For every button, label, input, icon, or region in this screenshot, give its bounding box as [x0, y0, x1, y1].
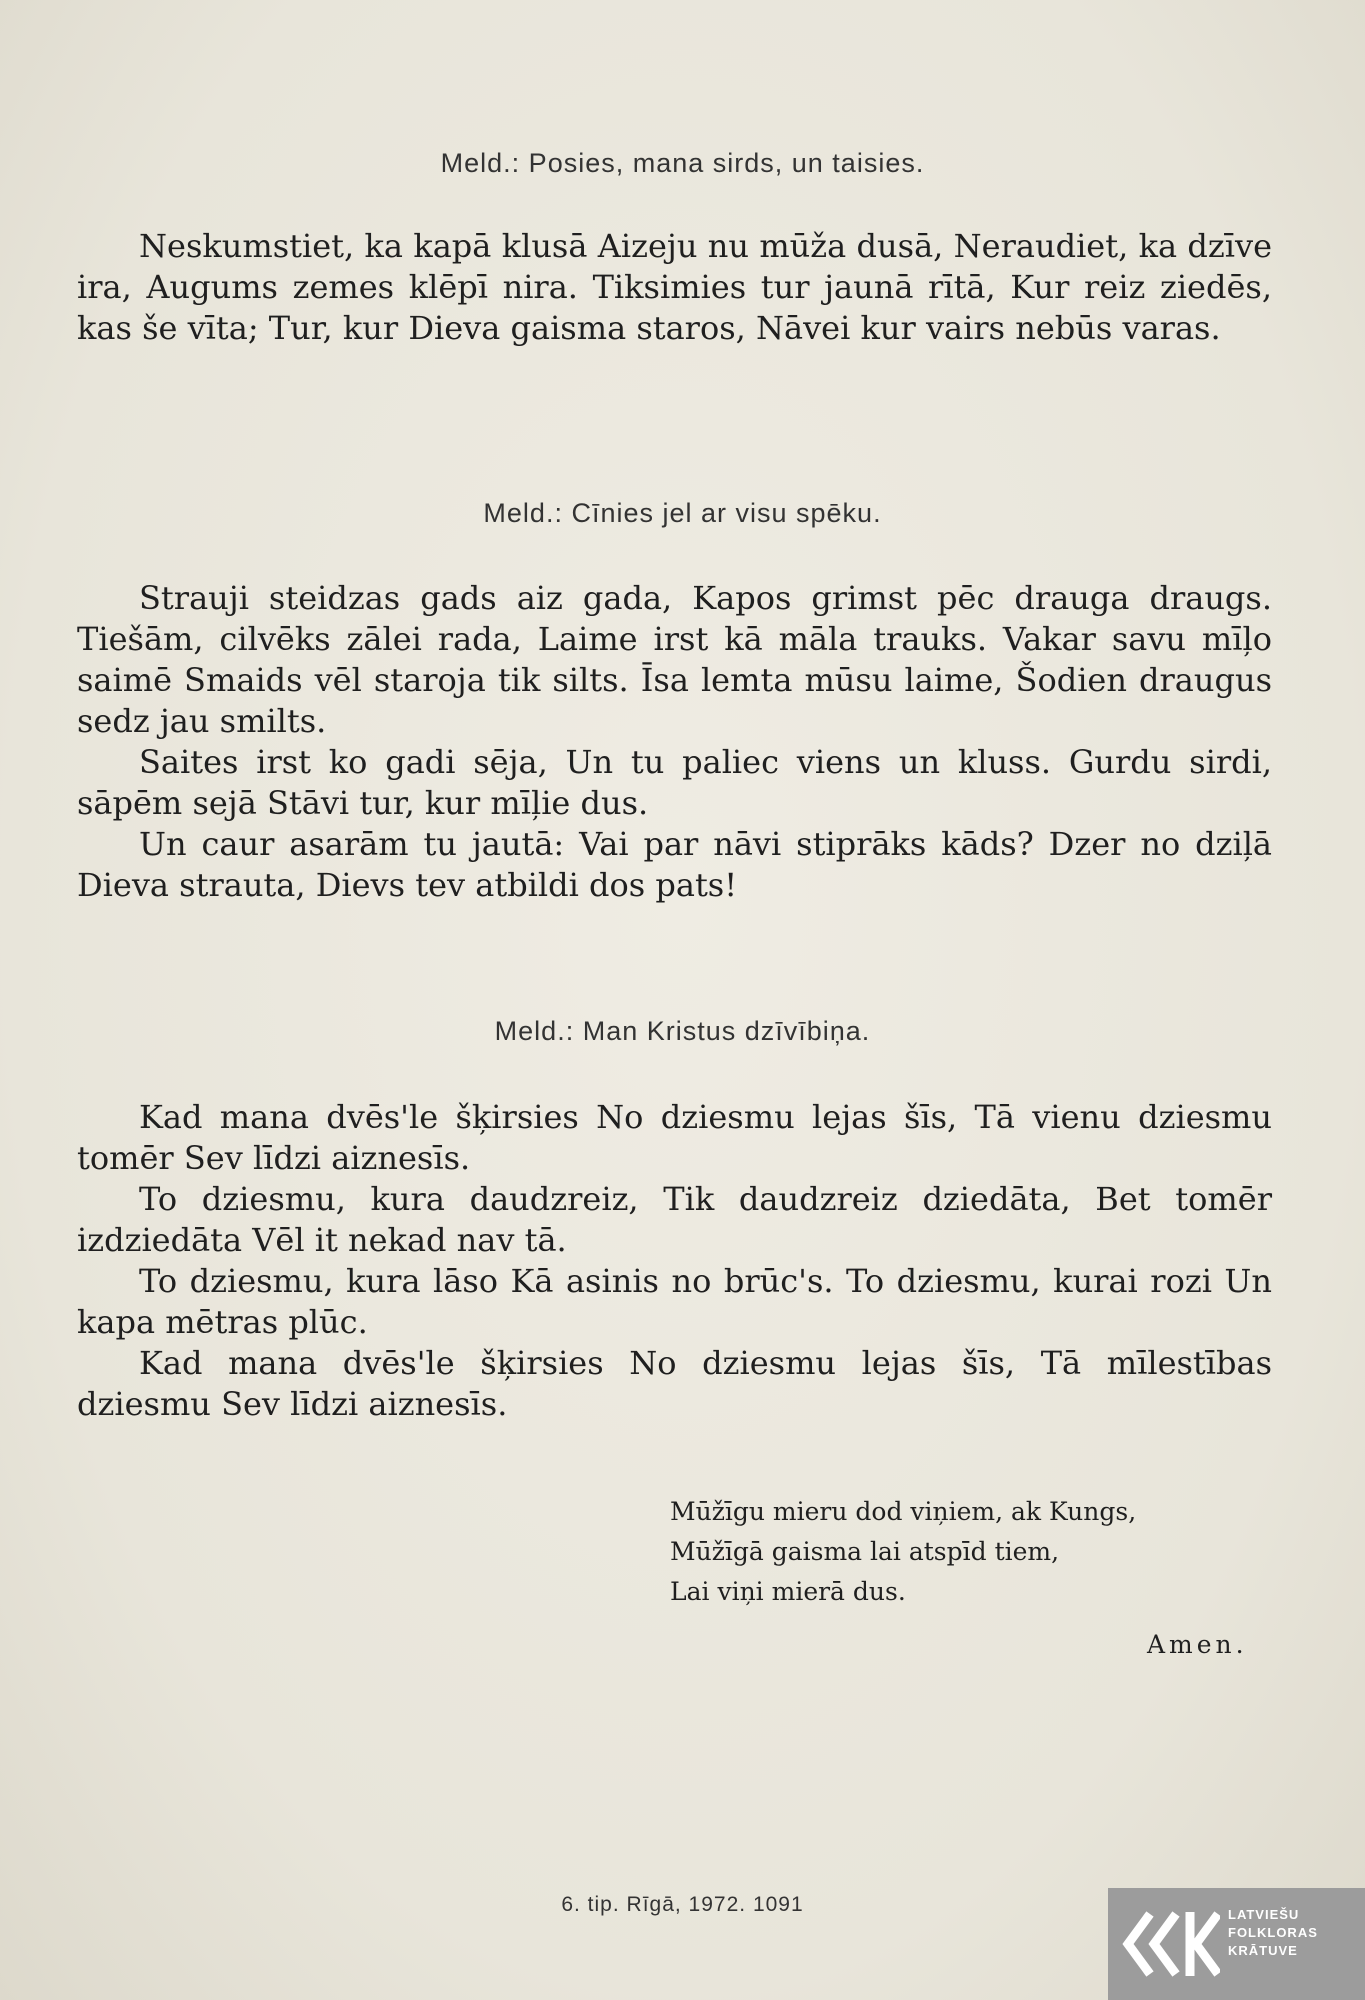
verse-paragraph: Saites irst ko gadi sēja, Un tu paliec viens un kluss. Gurdu sirdi, sāpēm sejā Stāvi tur, kur mīļie dus. [77, 743, 1272, 822]
blessing-line: Lai viņi mierā dus. [670, 1577, 906, 1606]
melody-heading-2: Meld.: Cīnies jel ar visu spēku. [483, 498, 882, 528]
verse-paragraph: Strauji steidzas gads aiz gada, Kapos grimst pēc drauga draugs. Tiešām, cilvēks zālei rada, Laime irst kā māla trauks. Vakar savu mīļo saimē Smaids vēl staroja tik silts. Īsa lemta mūsu laime, Šodien draugus sedz jau smilts. [77, 579, 1272, 740]
verse-paragraph: Un caur asarām tu jautā: Vai par nāvi stiprāks kāds? Dzer no dziļā Dieva strauta, Dievs tev atbildi dos pats! [77, 825, 1272, 904]
closing-blessing [670, 1492, 1136, 1612]
verse-block-3 [77, 1097, 1272, 1425]
verse-paragraph: Neskumstiet, ka kapā klusā Aizeju nu mūža dusā, Neraudiet, ka dzīve ira, Augums zemes klēpī nira. Tiksimies tur jaunā rītā, Kur reiz ziedēs, kas še vīta; Tur, kur Dieva gaisma staros, Nāvei kur vairs nebūs varas. [77, 227, 1272, 347]
logo-line: KRĀTUVE [1228, 1943, 1298, 1958]
archive-logo [1108, 1888, 1365, 2000]
archive-logo-text [1228, 1906, 1318, 1960]
archive-logo-mark-icon [1120, 1906, 1220, 1982]
verse-block-2 [77, 578, 1272, 906]
logo-line: LATVIEŠU [1228, 1907, 1300, 1922]
melody-heading-3: Meld.: Man Kristus dzīvībiņa. [494, 1016, 871, 1046]
verse-paragraph: Kad mana dvēs'le šķirsies No dziesmu lejas šīs, Tā mīlestības dziesmu Sev līdzi aiznesīs. [77, 1344, 1272, 1423]
blessing-line: Mūžīgā gaisma lai atspīd tiem, [670, 1537, 1060, 1566]
blessing-line: Mūžīgu mieru dod viņiem, ak Kungs, [670, 1497, 1137, 1526]
melody-heading-1: Meld.: Posies, mana sirds, un taisies. [440, 148, 925, 178]
verse-paragraph: To dziesmu, kura daudzreiz, Tik daudzreiz dziedāta, Bet tomēr izdziedāta Vēl it nekad nav tā. [77, 1180, 1272, 1259]
verse-paragraph: To dziesmu, kura lāso Kā asinis no brūc's. To dziesmu, kurai rozi Un kapa mētras plūc. [77, 1262, 1272, 1341]
printer-imprint: 6. tip. Rīgā, 1972. 1091 [561, 1893, 804, 1916]
verse-block-1 [77, 226, 1272, 349]
verse-paragraph: Kad mana dvēs'le šķirsies No dziesmu lejas šīs, Tā vienu dziesmu tomēr Sev līdzi aiznesīs. [77, 1098, 1272, 1177]
amen-text: Amen. [1147, 1630, 1248, 1659]
logo-line: FOLKLORAS [1228, 1925, 1318, 1940]
